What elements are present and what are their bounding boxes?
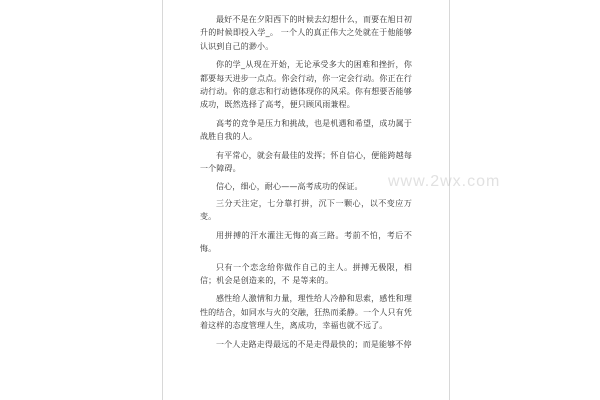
paragraph-3: 高考的竞争是压力和挑战，也是机遇和希望，成功属于战胜自我的人。 xyxy=(200,118,412,142)
paragraph-2: 你的学_从现在开始，无论承受多大的困难和挫折，你都要每天进步一点点。你会行动，你一定会行动。你正在行动行动。你的意志和行动德体现你的风采。你有想要否能够 成功，既然选择了高考，便只顾风雨兼程。 xyxy=(200,60,412,110)
paragraph-8: 只有一个恋念给你做作自己的主人。拼搏无极限，相信；机会是创造来的，不 是等来的。 xyxy=(200,262,412,285)
paragraph-9: 感性给人激情和力量，理性给人冷静和思索，感性和理性的结合，如同水与火的交融，狂热而柔静。一个人只有凭着这样的态度管理人生，离成功，幸福也就不远了。 xyxy=(200,294,412,331)
paragraph-5: 信心，细心，耐心——高考成功的保证。 xyxy=(216,182,363,192)
page-content xyxy=(200,13,412,356)
site-watermark: www.2wx.com xyxy=(388,173,501,190)
paragraph-10: 一个人走路走得最远的不是走得最快的；而是能够不停 xyxy=(216,339,412,349)
paragraph-6: 三分天注定，七分靠打拼，沉下一颗心，以不变应万变。 xyxy=(200,198,412,222)
document-page xyxy=(162,0,501,400)
paragraph-4: 有平常心，就会有最佳的发挥；怀自信心，便能跨越每一个障碍。 xyxy=(200,150,412,174)
paragraph-1: 最好不是在夕阳西下的时候去幻想什么，而要在旭日初升的时候即投入学_。 一个人的真正伟大之处就在于他能够认识到自己的渺小。 xyxy=(200,15,412,51)
paragraph-7: 用拼搏的汗水灌注无悔的高三路。考前不怕，考后不悔。 xyxy=(200,230,412,254)
